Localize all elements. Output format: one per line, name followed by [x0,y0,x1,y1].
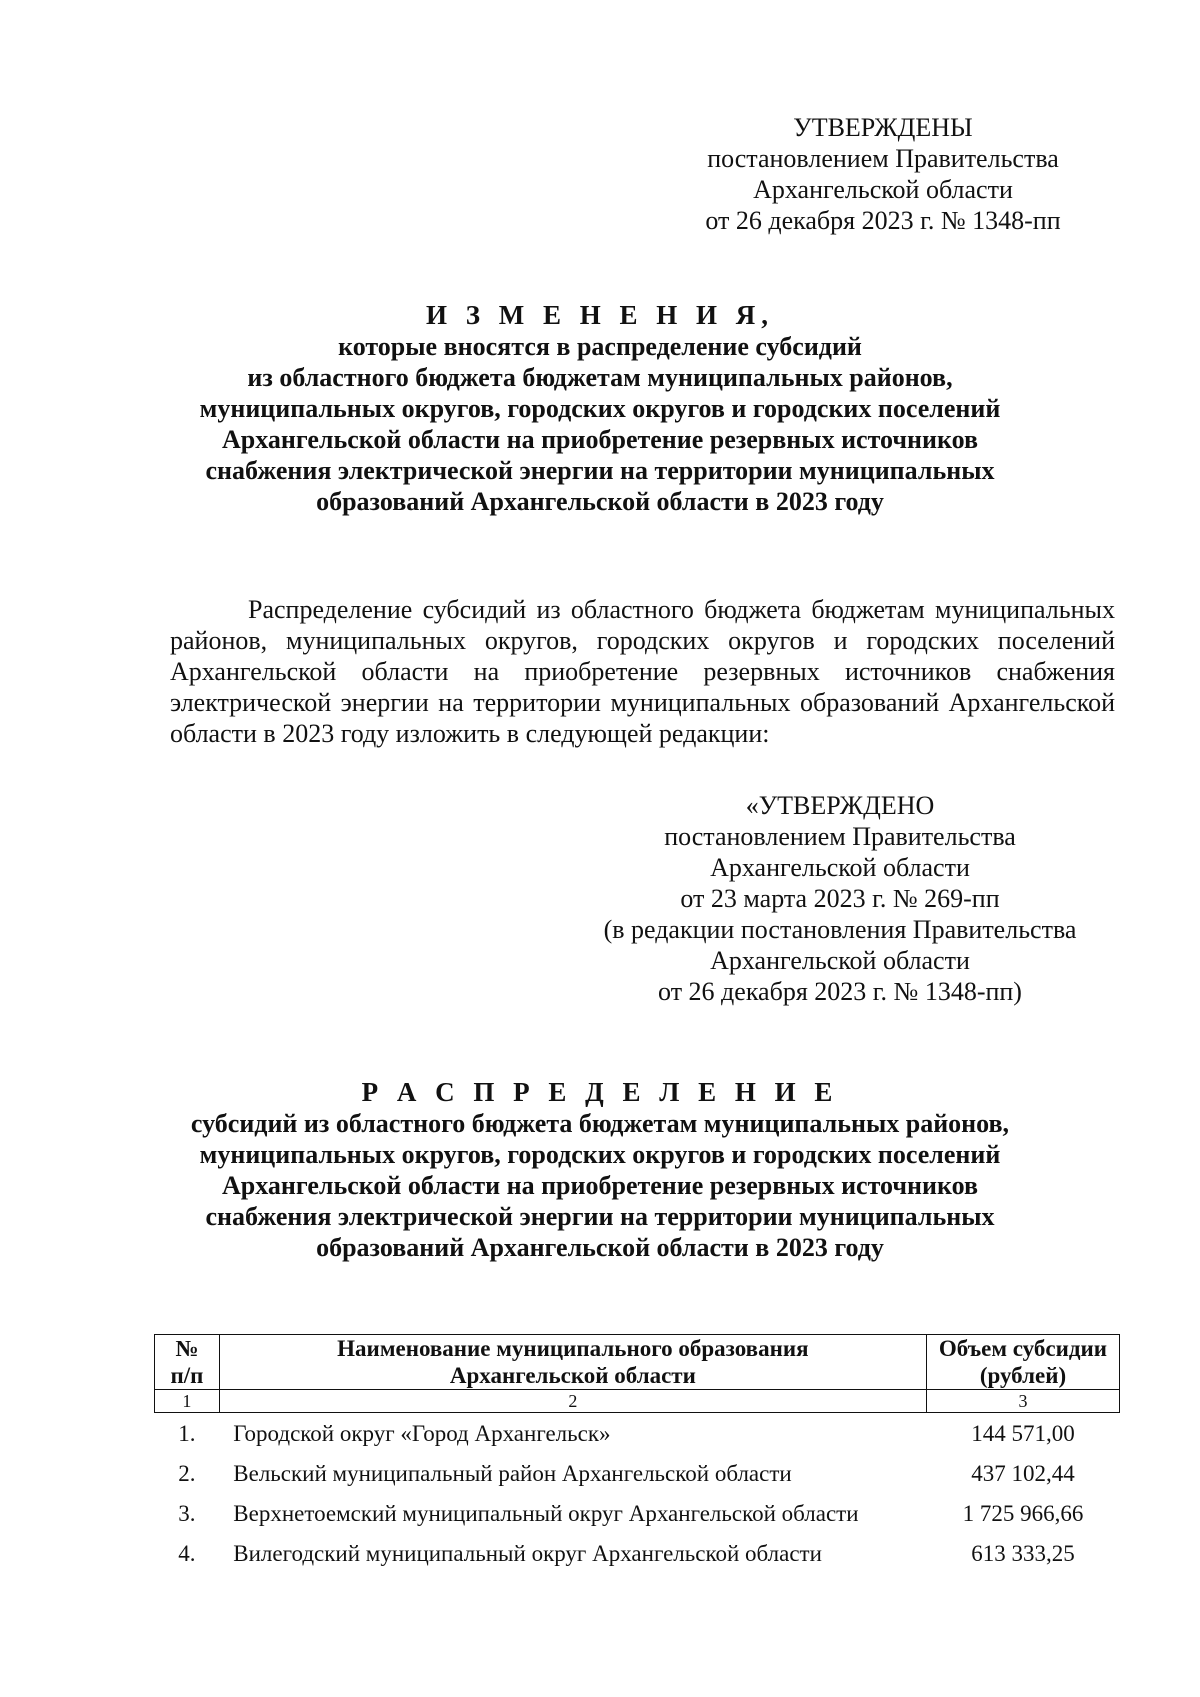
row-name: Вельский муниципальный район Архангельской области [233,1460,792,1486]
approval-line-2: постановлением Правительства [707,144,1059,173]
row-number: 1. [178,1420,196,1446]
header-amount [926,1335,1119,1390]
index-cell: 2 [219,1390,926,1413]
row-number: 2. [178,1460,196,1486]
approval-line-3: Архангельской области [753,175,1013,204]
distribution-title-line: субсидий из областного бюджета бюджетам муниципальных районов, [190,1109,1010,1138]
row-number: 4. [178,1540,196,1566]
approval-block [648,112,1118,236]
inner-approval-line-5: (в редакции постановления Правительства [603,915,1077,944]
header-amount-line-1: Объем субсидии [938,1336,1107,1361]
distribution-title-line: снабжения электрической энергии на территории муниципальных [205,1202,995,1231]
row-name: Городской округ «Город Архангельск» [233,1420,611,1446]
header-name [219,1335,926,1390]
inner-approval-line-1: «УТВЕРЖДЕНО [745,791,935,820]
distribution-title-line: Архангельской области на приобретение резервных источников [221,1171,979,1200]
table-header-row [155,1335,1120,1390]
body-paragraph-text: Распределение субсидий из областного бюджета бюджетам муниципальных районов, муниципальных округов, городских округов и городских поселений Архангельской области на приобретение резервных источников снабжения электрической энергии на территории муниципальных образований Архангельской области в 2023 году изложить в следующей редакции: [170,595,1115,748]
inner-approval-line-3: Архангельской области [710,853,970,882]
changes-title-line: Архангельской области на приобретение резервных источников [221,425,979,454]
changes-title-line: снабжения электрической энергии на территории муниципальных [205,456,995,485]
distribution-heading: Р А С П Р Е Д Е Л Е Н И Е [361,1077,839,1107]
row-amount: 144 571,00 [971,1420,1075,1446]
approval-line-1: УТВЕРЖДЕНЫ [793,113,973,142]
header-number [155,1335,220,1390]
approval-line-4: от 26 декабря 2023 г. № 1348-пп [705,206,1061,235]
table-row [155,1533,1120,1573]
index-cell: 1 [155,1390,220,1413]
row-name: Верхнетоемский муниципальный округ Архангельской области [233,1500,859,1526]
header-name-line-1: Наименование муниципального образования [337,1336,809,1361]
table-row [155,1453,1120,1493]
row-number: 3. [178,1500,196,1526]
changes-title-line: муниципальных округов, городских округов и городских поселений [199,394,1001,423]
table-row [155,1493,1120,1533]
body-paragraph [170,594,1115,749]
changes-title-line: из областного бюджета бюджетам муниципальных районов, [247,363,953,392]
changes-title [150,300,1050,517]
distribution-title-line: муниципальных округов, городских округов и городских поселений [199,1140,1001,1169]
row-name: Вилегодский муниципальный округ Архангельской области [233,1540,822,1566]
row-amount: 437 102,44 [971,1460,1075,1486]
distribution-table [154,1334,1120,1573]
row-amount: 613 333,25 [971,1540,1075,1566]
inner-approval-line-2: постановлением Правительства [664,822,1016,851]
distribution-title-line: образований Архангельской области в 2023 году [316,1233,884,1262]
header-name-line-2: Архангельской области [449,1363,696,1388]
inner-approval-line-4: от 23 марта 2023 г. № 269-пп [680,884,1000,913]
inner-approval-line-7: от 26 декабря 2023 г. № 1348-пп) [658,977,1022,1006]
table-row [155,1413,1120,1454]
header-number-line-2: п/п [170,1363,204,1388]
inner-approval-block [560,790,1120,1007]
distribution-title [150,1077,1050,1263]
header-amount-line-2: (рублей) [979,1363,1067,1388]
row-amount: 1 725 966,66 [962,1500,1084,1526]
changes-title-line: которые вносятся в распределение субсидий [338,332,862,361]
changes-title-line: образований Архангельской области в 2023 году [316,487,884,516]
index-cell: 3 [926,1390,1119,1413]
header-number-line-1: № [175,1336,199,1361]
table-index-row [155,1390,1120,1413]
changes-heading: И З М Е Н Е Н И Я, [425,300,774,330]
inner-approval-line-6: Архангельской области [710,946,970,975]
